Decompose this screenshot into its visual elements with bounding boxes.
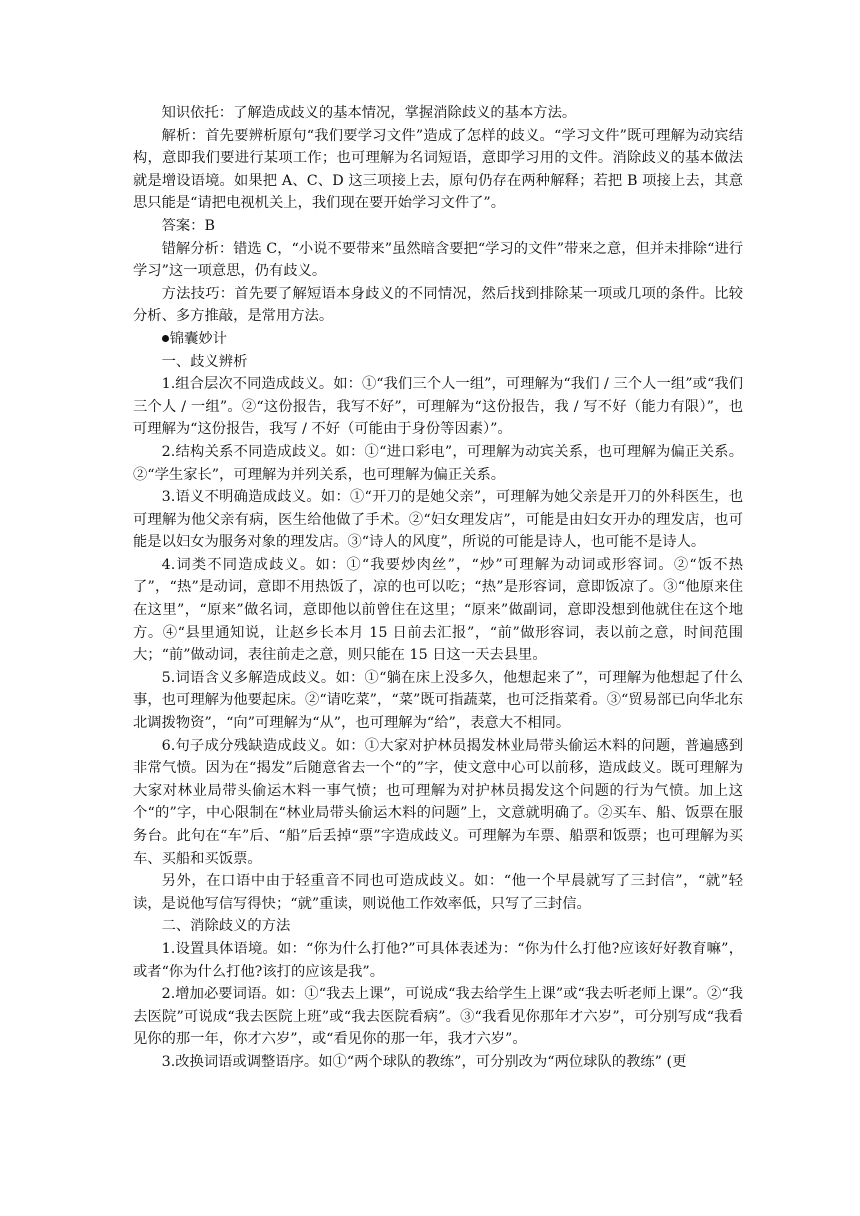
- analysis-paragraph: 解析：首先要辨析原句“我们要学习文件”造成了怎样的歧义。“学习文件”既可理解为动宾结构，意即我们要进行某项工作；也可理解为名词短语，意即学习用的文件。消除歧义的基本做法就是增设语境。如果把 A、C、D 这三项接上去，原句仍存在两种解释；若把 B 项接上去，其意思只能是“请把电视机关上，我们现在要开始学习文件了”。: [133, 127, 743, 212]
- document-page: [133, 102, 743, 1074]
- section-item: 3.语义不明确造成歧义。如：①“开刀的是她父亲”，可理解为她父亲是开刀的外科医生，也可理解为他父亲有病，医生给他做了手术。②“妇女理发店”，可能是由妇女开办的理发店，也可能是以妇女为服务对象的理发店。③“诗人的风度”，所说的可能是诗人，也可能不是诗人。: [133, 489, 743, 551]
- section-title: 一、歧义辨析: [161, 353, 248, 370]
- section-item: 3.改换词语或调整语序。如①“两个球队的教练”，可分别改为“两位球队的教练” (更: [161, 1053, 687, 1070]
- section-item: 2.增加必要词语。如：①“我去上课”，可说成“我去给学生上课”或“我去听老师上课”。②“我去医院”可说成“我去医院上班”或“我去医院看病”。③“我看见你那年才六岁”，可分别写成“我看见你的那一年，你才六岁”，或“看见你的那一年，我才六岁”。: [133, 986, 743, 1048]
- section-item: 另外，在口语中由于轻重音不同也可造成歧义。如：“他一个早晨就写了三封信”，“就”轻读，是说他写信写得快；“就”重读，则说他工作效率低，只写了三封信。: [133, 873, 743, 912]
- knowledge-basis: 知识依托：了解造成歧义的基本情况，掌握消除歧义的基本方法。: [161, 105, 577, 121]
- section-item: 6.句子成分残缺造成歧义。如：①大家对护林员揭发林业局带头偷运木料的问题，普遍感到非常气愤。因为在“揭发”后随意省去一个“的”字，使文意中心可以前移，造成歧义。既可理解为大家对林业局带头偷运木料一事气愤；也可理解为对护林员揭发这个问题的行为气愤。加上这个“的”字，中心限制在“林业局带头偷运木料的问题”上，文意就明确了。②买车、船、饭票在服务台。此句在“车”后、“船”后丢掉“票”字造成歧义。可理解为车票、船票和饭票；也可理解为买车、买船和买饭票。: [133, 737, 743, 867]
- answer-line: 答案：B: [161, 217, 215, 234]
- section-item: 1.组合层次不同造成歧义。如：①“我们三个人一组”，可理解为“我们 / 三个人一组”或“我们三个人 / 一组”。②“这份报告，我写不好”，可理解为“这份报告，我 / 写不好（能力有限）”，也可理解为“这份报告，我写 / 不好（可能由于身份等因素）”。: [133, 376, 743, 438]
- method-tips: 方法技巧：首先要了解短语本身歧义的不同情况，然后找到排除某一项或几项的条件。比较分析、多方推敲，是常用方法。: [133, 285, 743, 325]
- bullet-dot-icon: [162, 335, 169, 342]
- section-title: 二、消除歧义的方法: [161, 918, 291, 935]
- bullet-heading-text: 锦囊妙计: [169, 330, 227, 347]
- section-item: 2.结构关系不同造成歧义。如：①“进口彩电”，可理解为动宾关系，也可理解为偏正关系。②“学生家长”，可理解为并列关系，也可理解为偏正关系。: [133, 443, 743, 483]
- section-item: 5.词语含义多解造成歧义。如：①“躺在床上没多久，他想起来了”，可理解为他想起了什么事，也可理解为他要起床。②“请吃菜”，“菜”既可指蔬菜，也可泛指菜肴。③“贸易部已向华北东北调拨物资”，“向”可理解为“从”，也可理解为“给”，表意大不相同。: [133, 669, 743, 732]
- section-item: 4.词类不同造成歧义。如：①“我要炒肉丝”，“炒”可理解为动词或形容词。②“饭不热了”，“热”是动词，意即不用热饭了，凉的也可以吃；“热”是形容词，意即饭凉了。③“他原来住在这里”，“原来”做名词，意即他以前曾住在这里；“原来”做副词，意即没想到他就住在这个地方。④“县里通知说，让赵乡长本月 15 日前去汇报”，“前”做形容词，表以前之意，时间范围大；“前”做动词，表往前走之意，则只能在 15 日这一天去县里。: [133, 556, 743, 664]
- bullet-heading: [133, 328, 743, 351]
- error-analysis: 错解分析：错选 C，“小说不要带来”虽然暗含要把“学习的文件”带来之意，但并未排除“进行学习”这一项意思，仍有歧义。: [133, 240, 743, 280]
- section-item: 1.设置具体语境。如：“你为什么打他?”可具体表述为：“你为什么打他?应该好好教育嘛”，或者“你为什么打他?该打的应该是我”。: [133, 940, 743, 980]
